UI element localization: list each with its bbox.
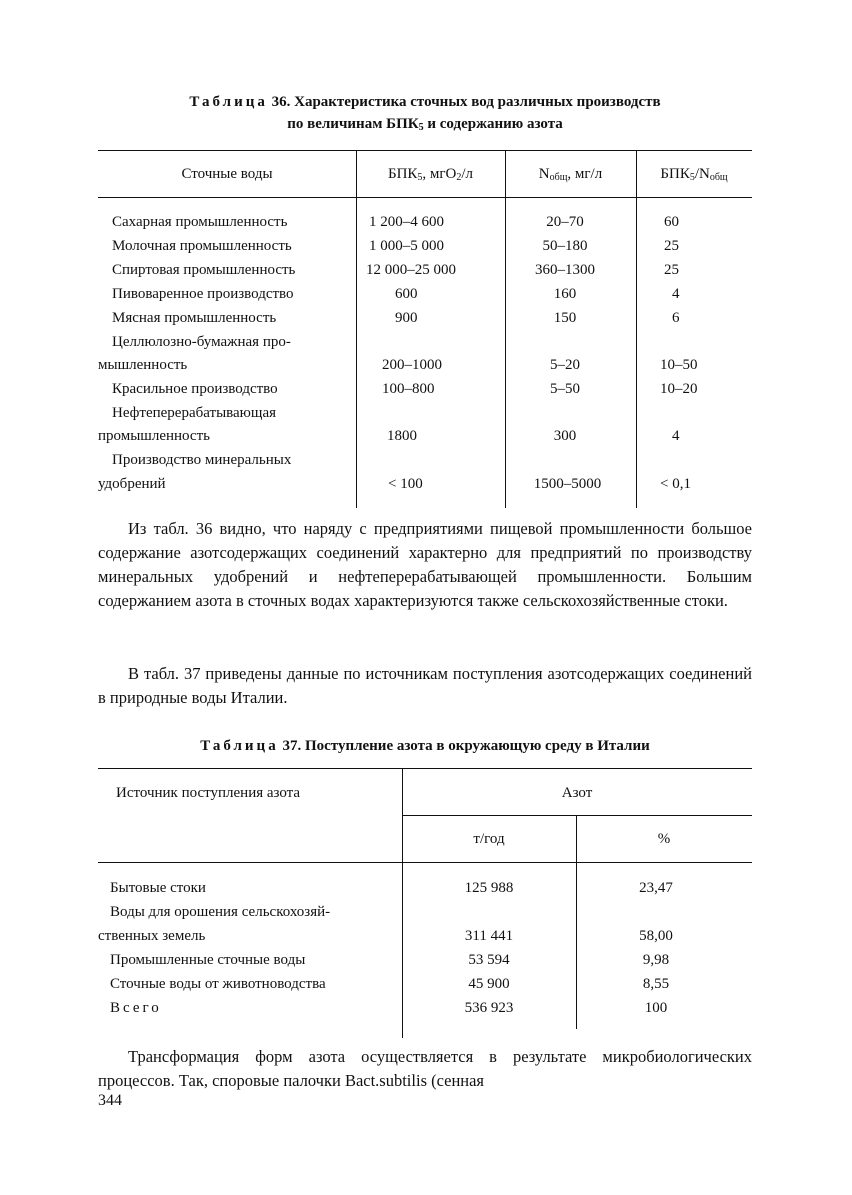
table37-caption: [98, 735, 752, 757]
paragraph-1: Из табл. 36 видно, что наряду с предприятиями пищевой промышленности большое содержание азотсодержащих соединений характерно для предприятий по производству минеральных удобрений и нефтеперерабатывающей промышленности. Большим содержанием азота в сточных водах характеризуются также сельскохозяйственные стоки.: [98, 519, 752, 610]
table36-col-divider: [636, 150, 637, 508]
table37-caption-text: Поступление азота в окружающую среду в Италии: [304, 738, 650, 754]
table37-top-rule: [98, 768, 752, 769]
table36-header-ratio: $БПК_5/N_{общ}$: [660, 166, 728, 183]
table36-caption-label: Таблица: [189, 94, 268, 110]
table36-header-wastewater: Сточные воды: [181, 166, 273, 182]
table37-caption-number: 37.: [282, 738, 302, 754]
page-number: 344: [98, 1092, 122, 1109]
paragraph-2: В табл. 37 приведены данные по источникам поступления азотсодержащих соединений в природные воды Италии.: [98, 664, 752, 707]
paragraph-3: Трансформация форм азота осуществляется в результате микробиологических процессов. Так, споровые палочки Bact.subtilis (сенная: [98, 1047, 752, 1090]
table37-header-tyear: т/год: [473, 831, 505, 847]
table36-top-rule: [98, 150, 752, 151]
table36-caption-line1: Характеристика сточных вод различных производств: [294, 94, 661, 110]
table37-header-nitrogen: Азот: [561, 785, 593, 801]
table36-col-divider: [356, 150, 357, 508]
table36-header-nitrogen: $N_{общ}$, мг/л: [538, 166, 603, 183]
table37-header-rule: [98, 862, 752, 863]
table36-header-bpk: $БПК_5$, мгО$_2$/л: [387, 166, 474, 183]
table37-subheader-rule: [402, 815, 752, 816]
table36-caption-number: 36.: [271, 94, 291, 110]
table37-caption-label: Таблица: [200, 738, 279, 754]
table36-header-rule: [98, 197, 752, 198]
table37-header-source: Источник поступления азота: [116, 785, 301, 801]
table36-caption: [98, 91, 752, 135]
table37-header-percent: %: [657, 831, 671, 847]
table36-caption-line2: по величинам $БПК_5$ и содержанию азота: [287, 116, 563, 133]
